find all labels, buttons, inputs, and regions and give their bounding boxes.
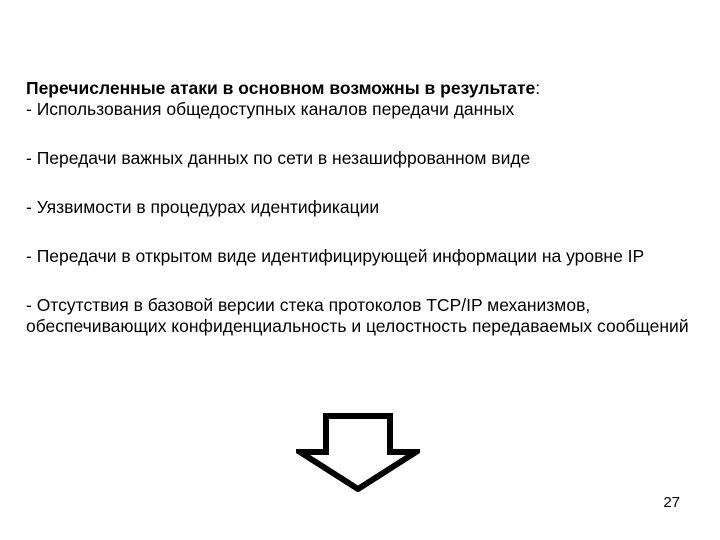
page-number: 27	[663, 494, 680, 511]
slide-text-block	[26, 78, 696, 337]
list-item: - Отсутствия в базовой версии стека протоколов TCP/IP механизмов, обеспечивающих конфиденциальность и целостность передаваемых сообщений	[26, 295, 689, 336]
list-item: - Использования общедоступных каналов передачи данных	[26, 99, 515, 119]
slide-heading	[26, 78, 696, 99]
list-item: - Передачи в открытом виде идентифицирующей информации на уровне IP	[26, 246, 645, 266]
list-item: - Передачи важных данных по сети в незашифрованном виде	[26, 148, 531, 168]
list-item: - Уязвимости в процедурах идентификации	[26, 197, 380, 217]
heading-text: Перечисленные атаки в основном возможны в результате	[26, 78, 536, 98]
down-arrow-outline-icon	[296, 412, 420, 492]
heading-colon: :	[535, 78, 541, 98]
